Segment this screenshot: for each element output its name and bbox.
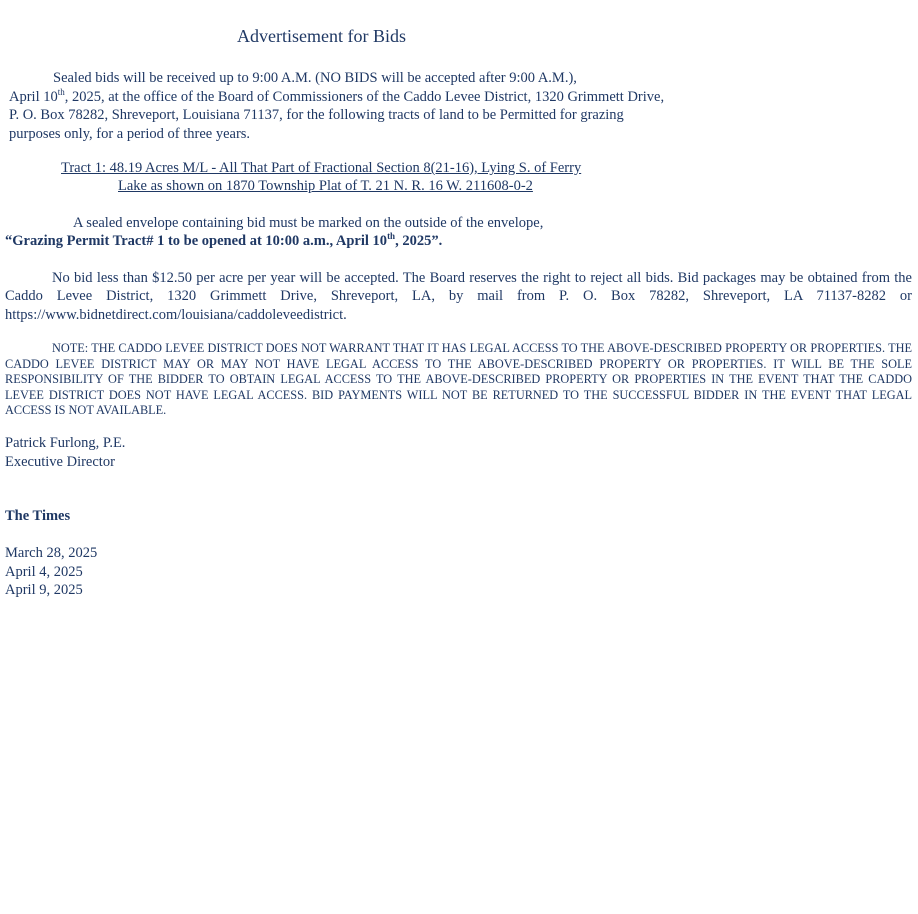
intro-paragraph	[9, 69, 669, 143]
bid-paragraph: No bid less than $12.50 per acre per year will be accepted. The Board reserves the right to reject all bids. Bid packages may be obtained from the Caddo Levee District, 1320 Grimmett Drive, Shreveport, LA, by mail from P. O. Box 78282, Shreveport, LA 71137-8282 or https://www.bidnetdirect.com/louisiana/caddoleveedistrict.	[5, 270, 912, 323]
publication-date: April 9, 2025	[5, 582, 83, 599]
envelope-date-suffix: th	[387, 231, 396, 242]
publication-dates	[5, 544, 97, 600]
envelope-line1: A sealed envelope containing bid must be marked on the outside of the envelope,	[73, 215, 544, 231]
page-title: Advertisement for Bids	[237, 26, 406, 46]
publication-date: April 4, 2025	[5, 563, 83, 580]
publication-name: The Times	[5, 508, 71, 524]
tract-line2: Lake as shown on 1870 Township Plat of T. 21 N. R. 16 W. 211608-0-2	[118, 178, 533, 194]
signer-name: Patrick Furlong, P.E.	[5, 435, 126, 451]
tract-description	[52, 159, 581, 195]
legal-note: NOTE: THE CADDO LEVEE DISTRICT DOES NOT WARRANT THAT IT HAS LEGAL ACCESS TO THE ABOVE-DESCRIBED PROPERTY OR PROPERTIES. THE CADDO LEVEE DISTRICT MAY OR MAY NOT HAVE LEGAL ACCESS TO THE ABOVE-DESCRIBED PROPERTY OR PROPERTIES. IT WILL BE THE SOLE RESPONSIBILITY OF THE BIDDER TO OBTAIN LEGAL ACCESS TO THE ABOVE-DESCRIBED PROPERTY OR PROPERTIES IN THE EVENT THAT THE CADDO LEVEE DISTRICT DOES NOT HAVE LEGAL ACCESS. BID PAYMENTS WILL NOT BE RETURNED TO THE SUCCESSFUL BIDDER IN THE EVENT THAT LEGAL ACCESS IS NOT AVAILABLE.	[5, 341, 912, 417]
tract-line1: Tract 1: 48.19 Acres M/L - All That Part of Fractional Section 8(21-16), Lying S. of Ferry	[61, 160, 582, 176]
intro-date-suffix: th	[57, 86, 65, 97]
signature-block	[5, 434, 125, 471]
intro-rest: , 2025, at the office of the Board of Commissioners of the Caddo Levee District, 1320 Grimmett Drive, P. O. Box 78282, Shreveport, Louisiana 71137, for the following tracts of land to be Permitted for grazing purposes only, for a period of three years.	[9, 88, 665, 142]
envelope-marking	[5, 232, 543, 250]
envelope-marking-text: “Grazing Permit Tract# 1 to be opened at 10:00 a.m., April 10	[5, 233, 388, 249]
intro-date: April 10	[9, 88, 58, 105]
envelope-instructions	[5, 214, 543, 250]
publication-date: March 28, 2025	[5, 545, 98, 561]
bid-paragraph-block	[5, 269, 912, 324]
legal-note-block	[5, 341, 912, 419]
intro-line1: Sealed bids will be received up to 9:00 A.M. (NO BIDS will be accepted after 9:00 A.M.),	[53, 70, 577, 86]
envelope-marking-end: , 2025”.	[395, 233, 443, 249]
signer-role: Executive Director	[5, 453, 115, 470]
